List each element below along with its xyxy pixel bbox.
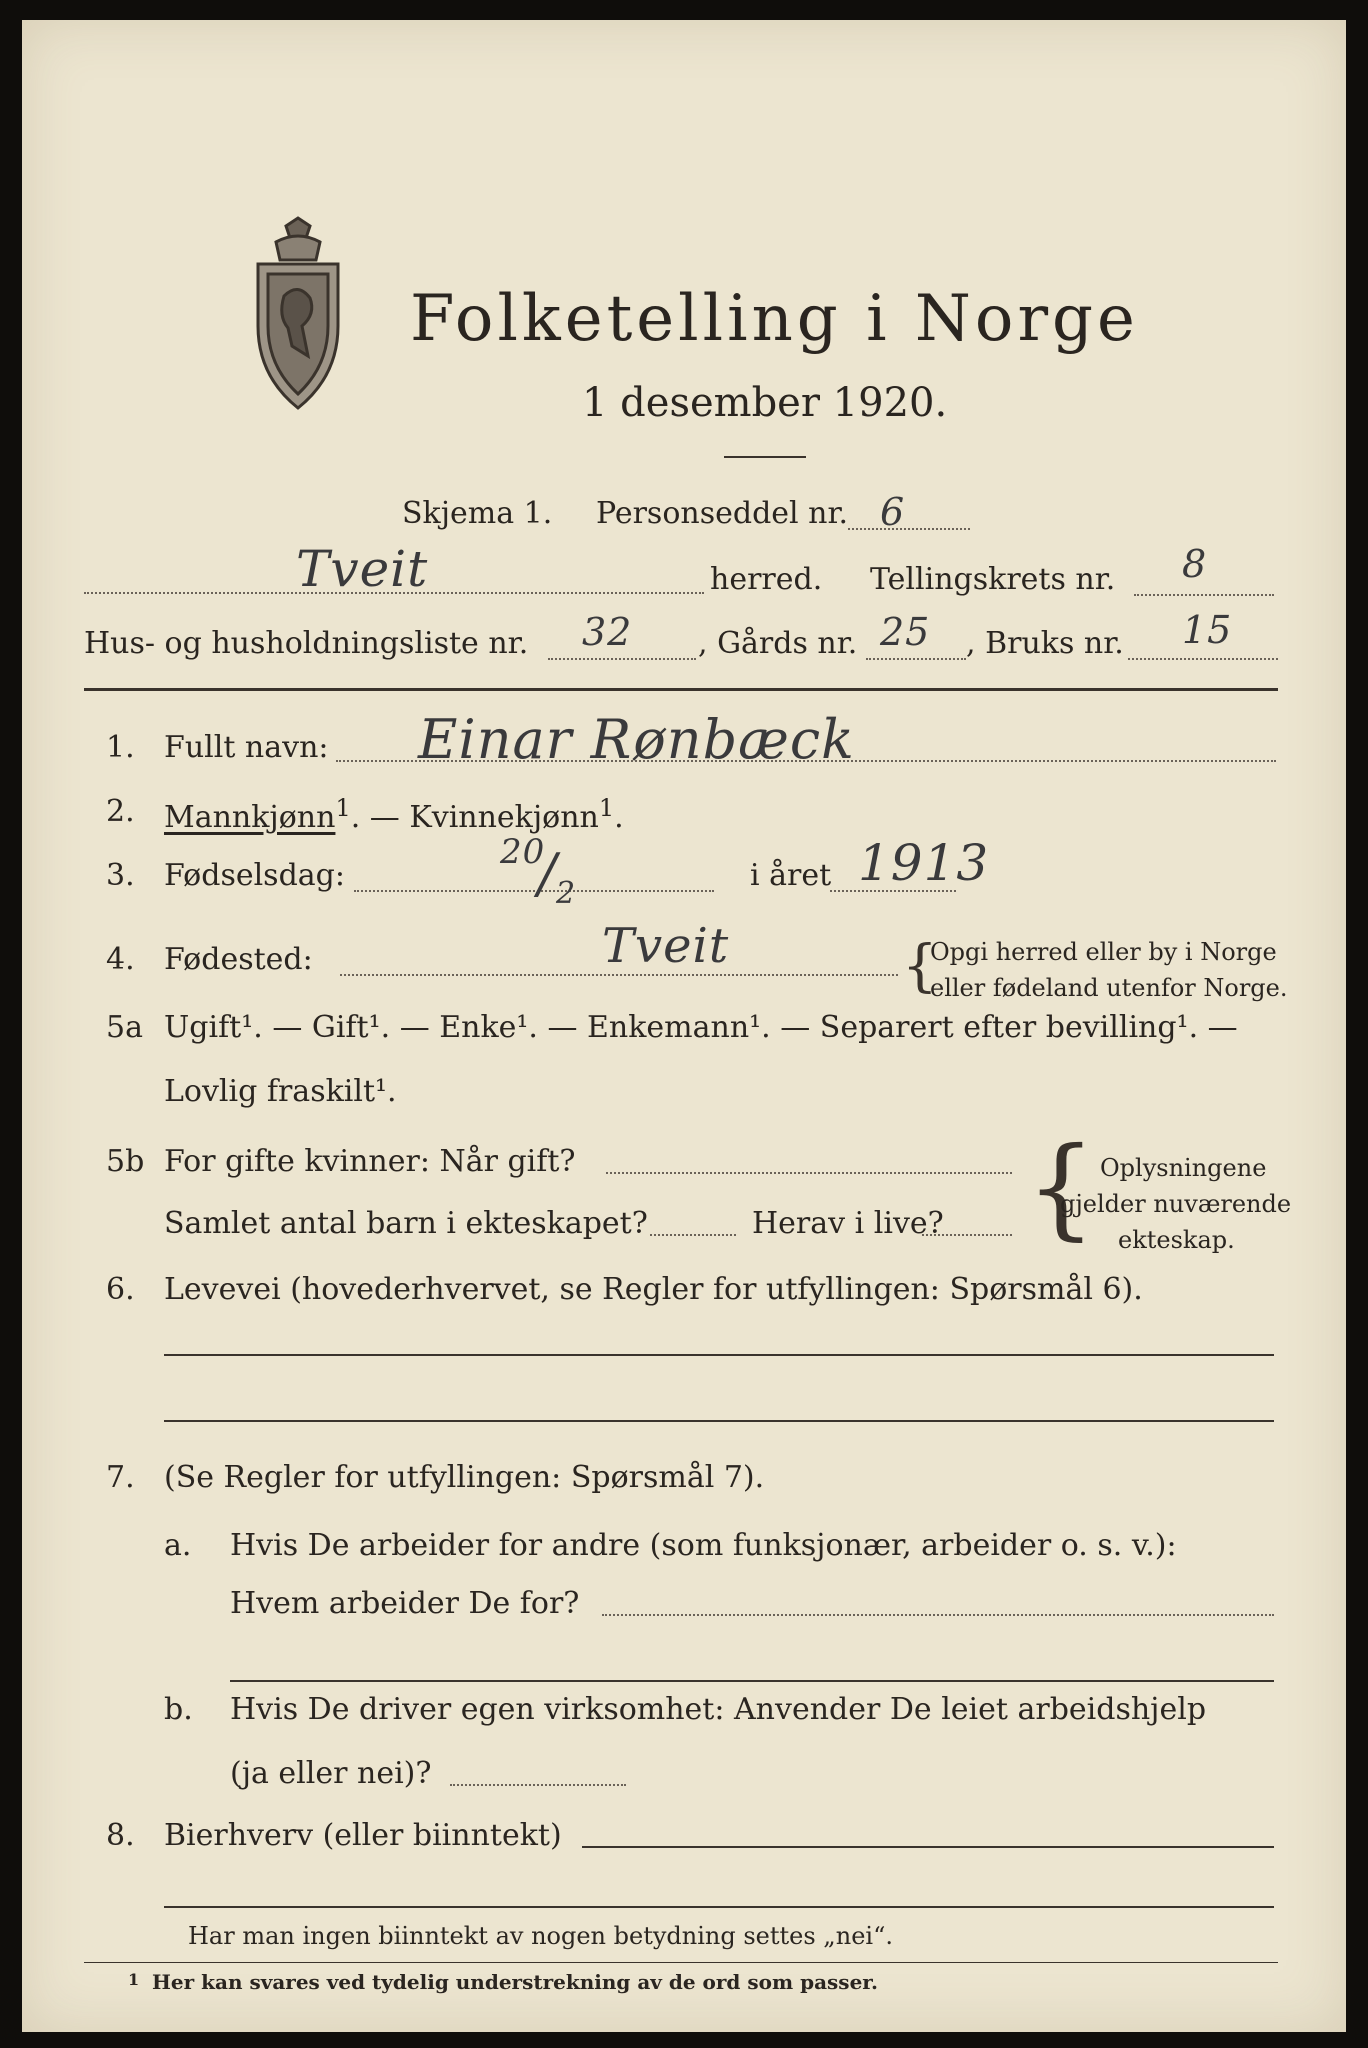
children-count-label: Samlet antal barn i ekteskapet?	[164, 1206, 648, 1241]
title-divider	[724, 456, 806, 458]
marital-status-options: Ugift¹. — Gift¹. — Enke¹. — Enkemann¹. — Separert efter bevilling¹. —	[164, 1010, 1238, 1045]
herred-label: herred.	[710, 562, 823, 597]
personseddel-label: Personseddel nr.	[596, 496, 849, 531]
divorced-option: Lovlig fraskilt¹.	[164, 1074, 397, 1109]
q1-label: Fullt navn:	[164, 730, 329, 765]
q7a-letter: a.	[164, 1528, 192, 1563]
q3-label: Fødselsdag:	[164, 858, 345, 893]
birth-month-value: 2	[556, 876, 577, 911]
birthplace-note-line2: eller fødeland utenfor Norge.	[930, 974, 1288, 1002]
q7-number: 7.	[106, 1460, 135, 1495]
gards-label: , Gårds nr.	[698, 626, 858, 661]
marriage-note-3: ekteskap.	[1118, 1226, 1235, 1254]
female-option: Kvinnekjønn	[409, 800, 599, 835]
personseddel-value: 6	[880, 490, 906, 534]
employer-field	[602, 1614, 1274, 1616]
married-when-field	[606, 1172, 1012, 1174]
hus-value: 32	[582, 610, 633, 654]
birth-day-value: 20	[500, 832, 546, 872]
marriage-brace-icon: {	[1026, 1123, 1096, 1251]
male-option: Mannkjønn	[164, 800, 336, 835]
q3-number: 3.	[106, 858, 135, 893]
gards-value: 25	[880, 610, 931, 654]
footnote-mark: 1	[128, 1970, 140, 1989]
header-rule	[84, 688, 1278, 691]
tellingskrets-field	[1134, 594, 1274, 596]
q4-number: 4.	[106, 942, 135, 977]
employer-label: Hvem arbeider De for?	[230, 1586, 580, 1621]
form-title: Folketelling i Norge	[410, 282, 1139, 356]
q4-label: Fødested:	[164, 942, 313, 977]
gards-field	[866, 658, 966, 660]
side-income-line-2	[164, 1906, 1274, 1908]
footer-rule	[84, 1962, 1278, 1963]
q2-options: Mannkjønn$^1$. — Kvinnekjønn$^1$.	[164, 794, 624, 835]
q8-number: 8.	[106, 1818, 135, 1853]
q2-number: 2.	[106, 794, 135, 829]
birthplace-value: Tveit	[602, 918, 730, 974]
bruks-field	[1128, 658, 1278, 660]
bruks-value: 15	[1182, 608, 1233, 652]
hus-field	[548, 658, 696, 660]
hired-help-field	[450, 1784, 626, 1786]
date-slash-icon: /	[538, 842, 557, 905]
children-alive-label: Herav i live?	[752, 1206, 944, 1241]
skjema-label: Skjema 1.	[402, 496, 553, 531]
marriage-note-2: gjelder nuværende	[1060, 1190, 1292, 1218]
side-income-field	[582, 1846, 1274, 1848]
bruks-label: , Bruks nr.	[966, 626, 1124, 661]
herred-value: Tveit	[296, 540, 429, 598]
tellingskrets-value: 8	[1182, 542, 1208, 586]
hus-label: Hus- og husholdningsliste nr.	[84, 626, 529, 661]
married-when-label: For gifte kvinner: Når gift?	[164, 1144, 576, 1179]
birthplace-brace-icon: {	[902, 934, 938, 999]
occupation-line-2	[164, 1420, 1274, 1422]
employed-question: Hvis De arbeider for andre (som funksjonær, arbeider o. s. v.):	[230, 1528, 1177, 1563]
birthplace-note-line1: Opgi herred eller by i Norge	[930, 938, 1277, 966]
occupation-label: Levevei (hovederhvervet, se Regler for utfyllingen: Spørsmål 6).	[164, 1272, 1143, 1307]
children-count-field	[650, 1234, 736, 1236]
census-form-sheet	[22, 20, 1346, 2032]
children-alive-field	[922, 1234, 1012, 1236]
q5b-number: 5b	[106, 1144, 145, 1179]
q1-number: 1.	[106, 730, 135, 765]
q5a-number: 5a	[106, 1010, 143, 1045]
birthplace-field	[340, 974, 898, 976]
coat-of-arms-icon	[246, 216, 350, 412]
side-income-note: Har man ingen biinntekt av nogen betydning settes „nei“.	[188, 1922, 893, 1950]
occupation-line-1	[164, 1354, 1274, 1356]
q7b-letter: b.	[164, 1692, 193, 1727]
hired-help-label: (ja eller nei)?	[230, 1756, 432, 1791]
side-income-label: Bierhverv (eller biinntekt)	[164, 1818, 562, 1853]
marriage-note-1: Oplysningene	[1100, 1154, 1267, 1182]
q7-label: (Se Regler for utfyllingen: Spørsmål 7).	[164, 1460, 765, 1495]
full-name-value: Einar Rønbæck	[418, 708, 855, 771]
year-label: i året	[750, 858, 832, 893]
census-date: 1 desember 1920.	[582, 380, 948, 426]
birth-year-value: 1913	[858, 834, 990, 892]
employer-line-2	[230, 1680, 1274, 1682]
footnote-text: Her kan svares ved tydelig understrekning av de ord som passer.	[152, 1970, 878, 1994]
birthday-field	[354, 890, 714, 892]
self-employed-question: Hvis De driver egen virksomhet: Anvender De leiet arbeidshjelp	[230, 1692, 1207, 1727]
personseddel-field	[848, 528, 970, 530]
q6-number: 6.	[106, 1272, 135, 1307]
tellingskrets-label: Tellingskrets nr.	[870, 562, 1116, 597]
